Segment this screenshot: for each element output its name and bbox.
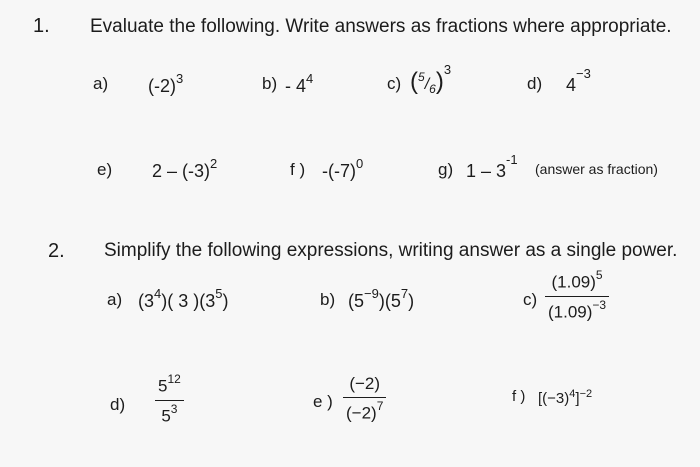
q1c-label: c) <box>387 74 402 93</box>
q1g-expression <box>466 152 518 182</box>
q1c-exponent: 3 <box>443 62 452 77</box>
q2f-exponent-2: −2 <box>579 388 593 400</box>
q2d-fraction-bar <box>155 400 184 401</box>
q1c-expression <box>410 62 452 97</box>
q2c-numerator <box>545 270 609 293</box>
q1c-slash: / <box>424 76 430 93</box>
q2e-denominator <box>343 401 386 424</box>
q1g-label: g) <box>438 160 454 179</box>
q2a-expression <box>138 288 228 312</box>
q2d-denominator <box>155 401 184 427</box>
q1c-close-paren: ) <box>435 68 444 95</box>
q2e-denominator-base: (−2) <box>346 403 377 423</box>
question-2-number: 2. <box>48 240 65 262</box>
q2d-numerator-exponent: 12 <box>167 372 181 386</box>
q1b-label: b) <box>262 74 278 93</box>
q1f-exponent: 0 <box>356 156 364 171</box>
q1b-expression <box>285 73 313 97</box>
q2a-part-2: )( 3 )(3 <box>161 291 216 311</box>
question-2-prompt: Simplify the following expressions, writing answer as a single power. <box>104 240 678 261</box>
q1g-exponent: -1 <box>506 152 518 167</box>
q2b-part-1: (5 <box>348 291 365 311</box>
q1f-expression <box>322 158 363 182</box>
q2c-denominator-exponent: −3 <box>592 297 607 312</box>
question-1-prompt: Evaluate the following. Write answers as fractions where appropriate. <box>90 16 672 37</box>
q1d-base: 4 <box>566 75 577 95</box>
q2d-fraction <box>155 374 184 426</box>
q1a-exponent: 3 <box>176 71 184 86</box>
q1e-exponent: 2 <box>210 156 218 171</box>
q2a-label: a) <box>107 290 123 309</box>
q1g-base: 1 – 3 <box>466 161 507 181</box>
q2f-expression <box>538 388 592 407</box>
q2d-label: d) <box>110 395 126 414</box>
q2b-part-2: )(5 <box>378 291 401 311</box>
q1e-label: e) <box>97 160 113 179</box>
q2d-denominator-exponent: 3 <box>170 401 178 416</box>
q2a-part-3: ) <box>222 291 229 311</box>
q2c-numerator-exponent: 5 <box>595 268 603 282</box>
q2d-numerator <box>155 374 184 397</box>
q2a-exponent-1: 4 <box>154 286 162 301</box>
q2e-denominator-exponent: 7 <box>376 399 384 413</box>
q2e-numerator: (−2) <box>349 374 381 393</box>
q2c-label: c) <box>523 290 538 309</box>
q1f-base: -(-7) <box>322 161 356 181</box>
q2e-fraction <box>343 374 386 424</box>
q2c-fraction <box>545 270 609 322</box>
q1d-label: d) <box>527 74 543 93</box>
q2b-exponent-1: −9 <box>364 286 379 301</box>
q1b-exponent: 4 <box>306 71 314 86</box>
q1d-expression <box>566 66 591 96</box>
q2a-part-1: (3 <box>138 291 155 311</box>
q2c-denominator <box>545 297 609 323</box>
q2b-part-3: ) <box>408 291 415 311</box>
q2b-label: b) <box>320 290 336 309</box>
q1g-note: (answer as fraction) <box>535 161 658 177</box>
q1f-label: f ) <box>290 160 306 179</box>
q2f-label: f ) <box>512 388 526 405</box>
q1d-exponent: −3 <box>576 66 591 81</box>
q2b-expression <box>348 288 414 312</box>
q2b-exponent-2: 7 <box>400 286 409 301</box>
q1a-label: a) <box>93 74 109 93</box>
q1c-denominator: 6 <box>429 82 436 97</box>
q1e-base: 2 – (-3) <box>152 161 211 181</box>
q1c-numerator: 5 <box>418 69 425 84</box>
q1e-expression <box>152 158 217 182</box>
question-1-number: 1. <box>33 15 50 37</box>
q2f-part-2: ] <box>575 390 580 407</box>
q2f-exponent-1: 4 <box>569 388 576 400</box>
q2e-label: e ) <box>313 392 333 411</box>
q2d-denominator-base: 5 <box>161 406 171 426</box>
q2d-numerator-base: 5 <box>158 376 168 396</box>
q1c-open-paren: ( <box>410 68 418 95</box>
q2c-fraction-bar <box>545 296 609 297</box>
q2e-fraction-bar <box>343 397 386 398</box>
q2a-exponent-2: 5 <box>215 286 223 301</box>
q2c-numerator-base: (1.09) <box>551 272 596 292</box>
q2c-denominator-base: (1.09) <box>548 302 593 322</box>
q1a-expression <box>148 73 183 97</box>
q1a-base: (-2) <box>148 76 176 96</box>
q2f-part-1: [(−3) <box>538 390 570 407</box>
q1b-base: - 4 <box>285 76 307 96</box>
